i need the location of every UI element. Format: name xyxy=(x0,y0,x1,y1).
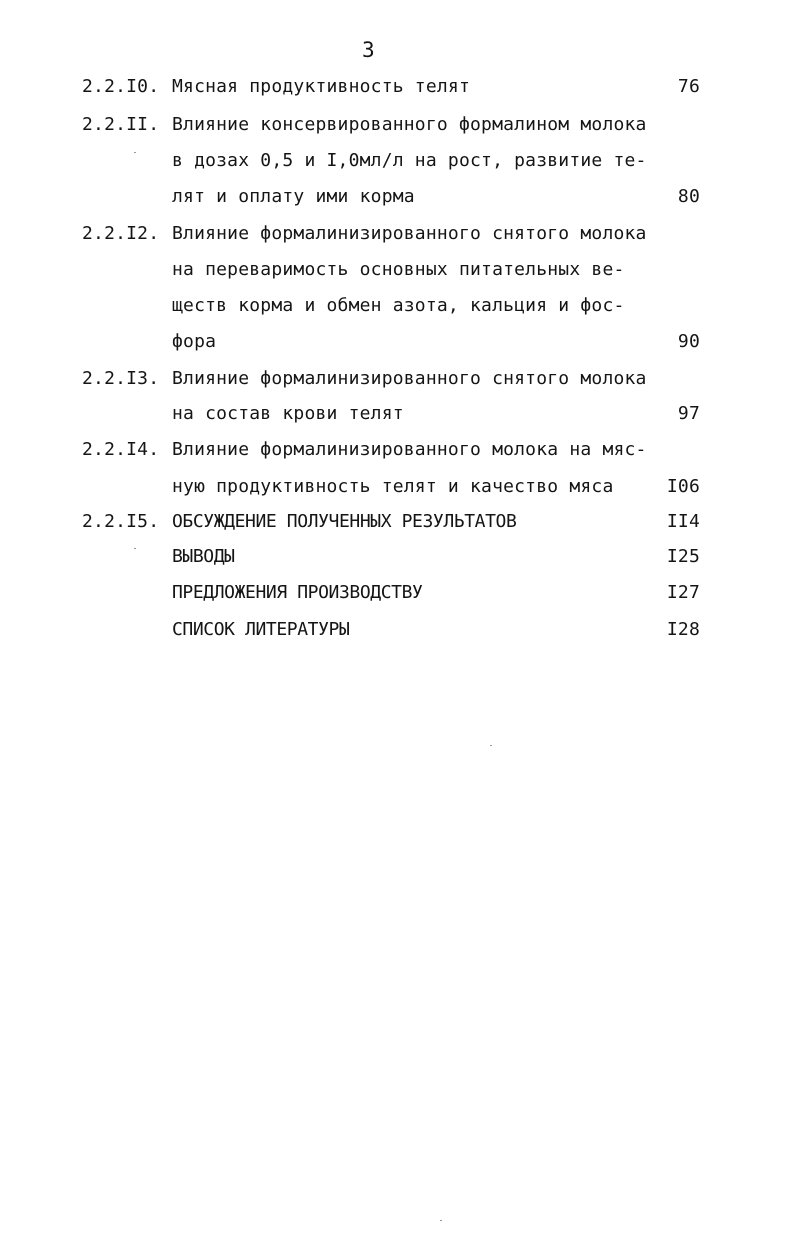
section-page: 97 xyxy=(677,403,700,424)
section-title-line: Влияние формалинизированного молока на мяс- xyxy=(172,439,647,460)
scan-speck xyxy=(134,152,136,153)
page-number: 3 xyxy=(362,38,375,62)
section-number: 2.2.I4. xyxy=(82,439,160,460)
section-page: 80 xyxy=(677,186,700,207)
section-title-line: Мясная продуктивность телят xyxy=(172,76,470,97)
section-number: 2.2.II. xyxy=(82,114,160,135)
section-page: I28 xyxy=(666,619,700,640)
section-title-line: Влияние формалинизированного снятого молока xyxy=(172,368,647,389)
section-title-line: ществ корма и обмен азота, кальция и фос- xyxy=(172,295,625,316)
section-page: I25 xyxy=(666,546,700,567)
section-page: 76 xyxy=(677,76,700,97)
section-title-line: Влияние формалинизированного снятого молока xyxy=(172,223,647,244)
scan-speck xyxy=(134,548,136,549)
section-number: 2.2.I5. xyxy=(82,511,160,532)
section-number: 2.2.I0. xyxy=(82,76,160,97)
section-number: 2.2.I2. xyxy=(82,223,160,244)
scan-speck xyxy=(440,1220,442,1221)
section-title-line: ВЫВОДЫ xyxy=(172,546,235,567)
section-title-line: в дозах 0,5 и I,0мл/л на рост, развитие те- xyxy=(172,150,647,171)
section-page: I06 xyxy=(666,476,700,497)
section-title-line: лят и оплату ими корма xyxy=(172,186,415,207)
section-title-line: ОБСУЖДЕНИЕ ПОЛУЧЕННЫХ РЕЗУЛЬТАТОВ xyxy=(172,511,517,532)
scan-speck xyxy=(490,745,492,746)
section-title-line: ПРЕДЛОЖЕНИЯ ПРОИЗВОДСТВУ xyxy=(172,582,423,603)
section-page: 90 xyxy=(677,331,700,352)
section-title-line: Влияние консервированного формалином молока xyxy=(172,114,647,135)
section-number: 2.2.I3. xyxy=(82,368,160,389)
section-title-line: СПИСОК ЛИТЕРАТУРЫ xyxy=(172,619,350,640)
section-title-line: на переваримость основных питательных ве- xyxy=(172,259,625,280)
section-title-line: фора xyxy=(172,331,217,352)
section-title-line: на состав крови телят xyxy=(172,403,404,424)
section-title-line: ную продуктивность телят и качество мяса xyxy=(172,476,614,497)
section-page: I27 xyxy=(666,582,700,603)
section-page: II4 xyxy=(666,511,700,532)
